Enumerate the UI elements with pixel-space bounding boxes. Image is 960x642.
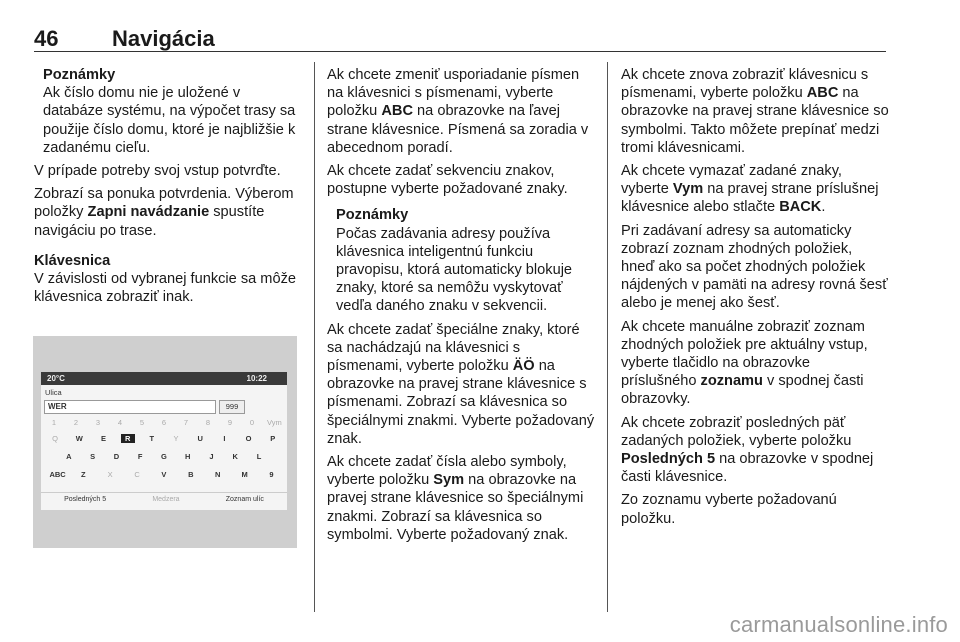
watermark: carmanualsonline.info [729,612,948,637]
match-count: 999 [219,400,245,414]
keyboard-key[interactable]: R [121,434,135,443]
column-2 [327,66,595,549]
note-title: Poznámky [43,67,116,83]
keyboard-key[interactable]: 7 [183,418,189,427]
keyboard-key[interactable]: 9 [269,470,274,479]
keyboard-key[interactable]: E [100,434,106,443]
paragraph: Ak chcete zadať sekvenciu znakov, postupne vyberte požadované znaky. [327,163,568,198]
keyboard-screenshot [33,336,297,548]
keyboard-key[interactable]: 6 [161,418,167,427]
note-title: Poznámky [336,207,409,224]
keyboard-key[interactable]: 3 [95,418,101,427]
keyboard-key[interactable]: Y [173,434,179,443]
header-rule [34,51,886,52]
street-list-button[interactable]: Zoznam ulíc [225,496,264,503]
keyboard-key[interactable]: P [270,434,276,443]
page-header [34,26,886,52]
keyboard-key[interactable]: 2 [73,418,79,427]
keyboard-key[interactable]: L [256,452,262,461]
paragraph: Ak chcete manuálne zobraziť zoznam zhodných položiek pre aktuálny vstup, vyberte tlačidlo na obrazovke príslušného zoznamu v spodnej časti obrazovky. [621,318,868,408]
keyboard-key[interactable]: B [188,470,194,479]
keyboard-key[interactable]: 0 [249,418,255,427]
keyboard-key[interactable]: 9 [227,418,233,427]
paragraph: Ak chcete zobraziť posledných päť zadaných položiek, vyberte položku Posledných 5 na obrazovke v spodnej časti klávesnice. [621,414,874,486]
keyboard-key[interactable]: 8 [205,418,211,427]
clock: 10:22 [246,374,267,383]
keyboard-key[interactable]: G [161,452,167,461]
paragraph: Ak chcete zadať špeciálne znaky, ktoré sa nachádzajú na klávesnici s písmenami, vyberte položku ÄÖ na obrazovke na pravej strane klávesnice s písmenami. Zobrazí sa klávesnica so špeciálnymi znakmi. Vyberte požadovaný znak. [327,321,595,447]
keyboard-key[interactable]: A [66,452,72,461]
keyboard-key[interactable]: Q [52,434,59,443]
space-button[interactable]: Medzera [152,496,180,503]
keyboard-key[interactable]: H [184,452,191,461]
keyboard-key[interactable]: X [107,470,113,479]
page-title: Navigácia [112,26,215,51]
paragraph: V prípade potreby svoj vstup potvrďte. [34,163,281,180]
column-3 [621,66,889,533]
section-heading: Klávesnica [34,252,111,269]
note-box [327,206,595,315]
keyboard-key[interactable]: I [223,434,226,443]
column-1 [34,66,302,311]
keyboard-key[interactable]: 1 [51,418,57,427]
keyboard-key[interactable]: V [161,470,167,479]
keyboard-bottom-bar [41,492,287,510]
keyboard-key[interactable]: ABC [49,470,66,479]
keyboard-key[interactable]: N [214,470,221,479]
keyboard-key[interactable]: Z [81,470,86,479]
keyboard-key[interactable]: S [90,452,96,461]
paragraph: Ak chcete znova zobraziť klávesnicu s písmenami, vyberte položku ABC na obrazovke na pravej strane klávesnice so symbolmi. Takto môžete prepínať medzi tromi klávesnicami. [621,67,889,156]
street-input[interactable]: WER [44,400,216,414]
keyboard-key[interactable]: Vym [267,418,282,427]
field-label: Ulica [45,388,62,397]
keyboard-key[interactable]: J [209,452,214,461]
paragraph: Zobrazí sa ponuka potvrdenia. Výberom položky Zapni navádzanie spustíte navigáciu po trase. [34,186,294,239]
keyboard-key[interactable]: C [134,470,140,479]
paragraph: Zo zoznamu vyberte požadovanú položku. [621,492,837,527]
keyboard-key[interactable]: F [137,452,143,461]
keyboard-key[interactable]: M [241,470,248,479]
key-row-z [43,470,285,479]
keyboard-key[interactable]: U [197,434,203,443]
note-text: Počas zadávania adresy používa klávesnica inteligentnú funkciu pravopisu, ktorá automaticky blokuje znaky, ktoré sa nemôžu vyskytovať vedľa daného znaku v sekvencii. [336,225,573,315]
paragraph: Pri zadávaní adresy sa automaticky zobrazí zoznam zhodných položiek, hneď ako sa počet zhodných položiek nájdených v pamäti na adresy rovná šesť alebo je menej ako šesť. [621,222,888,312]
key-row-numbers [43,418,285,427]
keyboard-key[interactable]: W [75,434,83,443]
column-divider-1 [314,62,315,612]
paragraph: Ak chcete zmeniť usporiadanie písmen na klávesnici s písmenami, vyberte položku ABC na obrazovke na ľavej strane klávesnice. Písmená sa zoradia v abecednom poradí. [327,67,589,156]
paragraph: Ak chcete zadať čísla alebo symboly, vyberte položku Sym na obrazovke na pravej strane klávesnice so špeciálnymi znakmi. Zobrazí sa klávesnica so symbolmi. Vyberte požadovaný znak. [327,454,584,543]
paragraph: V závislosti od vybranej funkcie sa môže klávesnica zobraziť inak. [34,271,296,306]
keyboard-key[interactable]: D [113,452,120,461]
keyboard-key[interactable]: 5 [139,418,145,427]
keyboard-key[interactable]: K [232,452,238,461]
status-bar [41,372,287,385]
key-row-q [43,434,285,443]
temperature: 20°C [47,374,65,383]
note-box [34,66,302,157]
note-text: Ak číslo domu nie je uložené v databáze systému, na výpočet trasy sa použije číslo domu, ktoré je najbližšie k zadanému cieľu. [43,85,296,156]
infotainment-screen [41,372,287,510]
last-5-button[interactable]: Posledných 5 [64,496,107,503]
page-number: 46 [34,26,59,51]
column-divider-2 [607,62,608,612]
keyboard-key[interactable]: O [245,434,252,443]
key-row-a [43,452,285,461]
keyboard-key[interactable]: 4 [117,418,123,427]
keyboard-key[interactable]: T [149,434,155,443]
paragraph: Ak chcete vymazať zadané znaky, vyberte Vym na pravej strane príslušnej klávesnice alebo stlačte BACK. [621,163,879,216]
